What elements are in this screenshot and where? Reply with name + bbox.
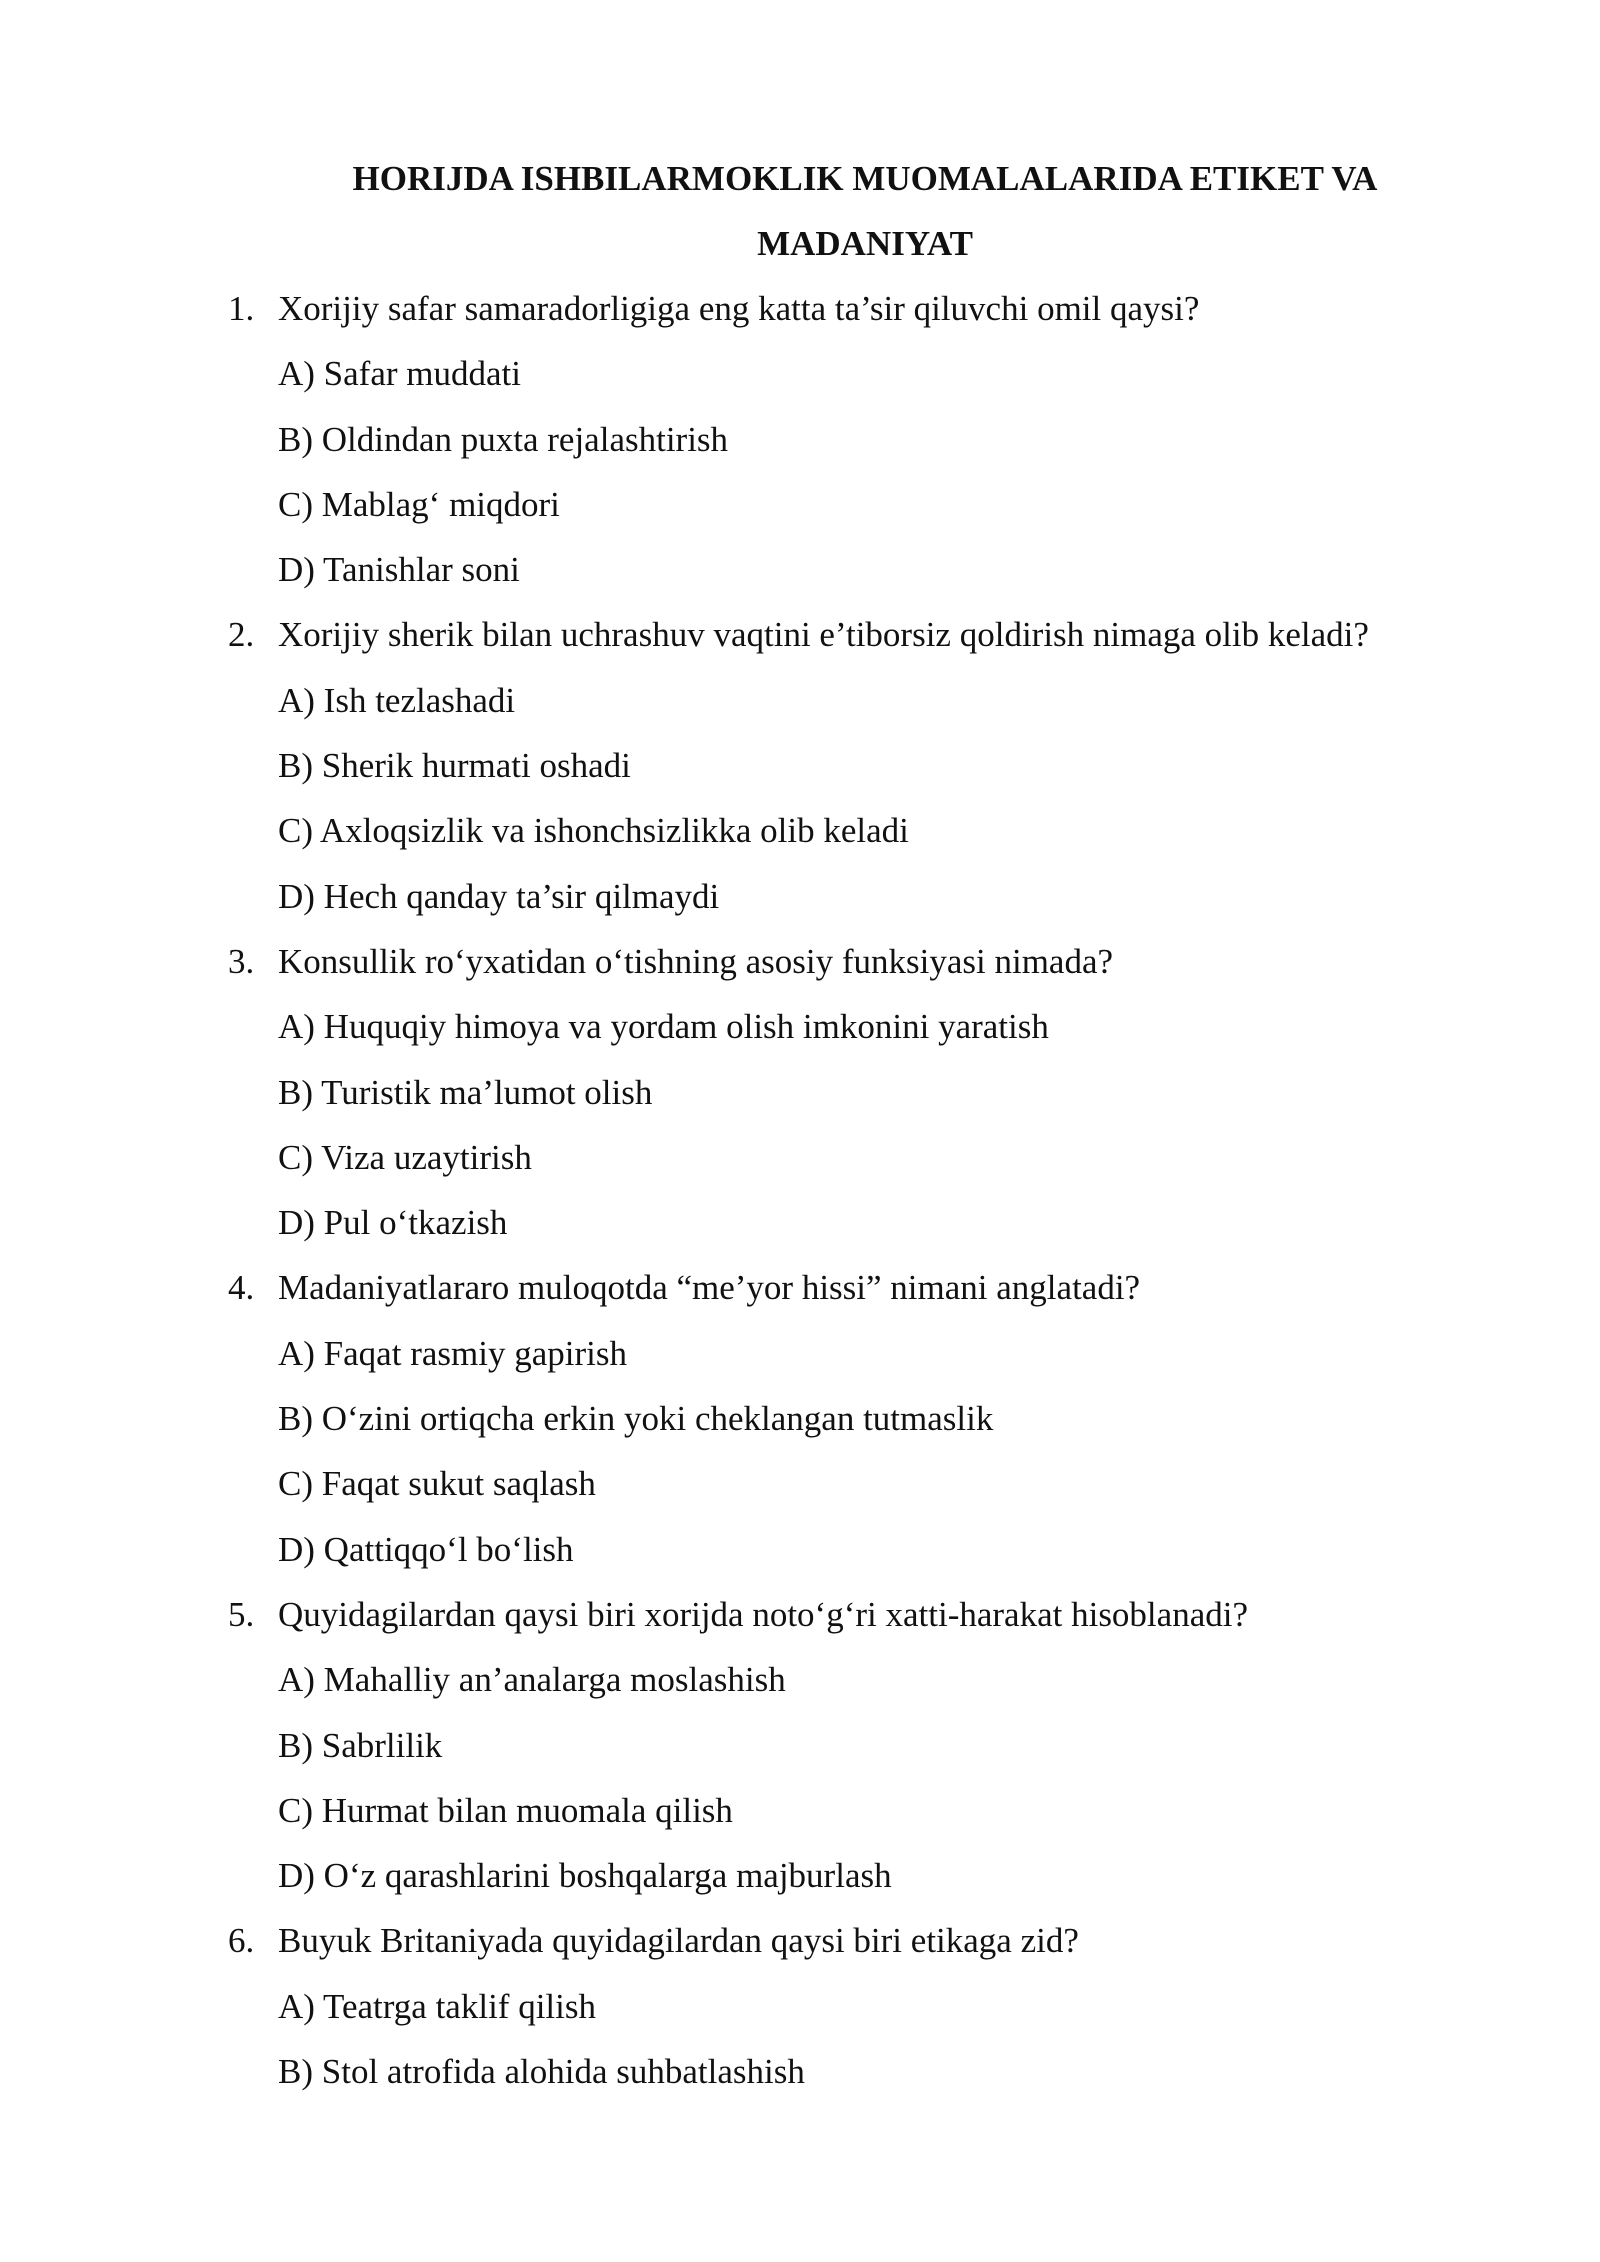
option-row [0,1451,1600,1516]
question-text: Madaniyatlararo muloqotda “me’yor hissi” nimani anglatadi? [278,1268,1141,1308]
question-number: 1. [228,289,255,328]
question-item [0,1908,1600,2104]
option-row [0,1060,1600,1125]
option-row [0,407,1600,472]
question-text: Xorijiy sherik bilan uchrashuv vaqtini e’tiborsiz qoldirish nimaga olib keladi? [278,615,1369,655]
question-row [0,1908,1600,1973]
answer-option: B) Stol atrofida alohida suhbatlashish [278,2052,805,2092]
title-line-1: HORIJDA ISHBILARMOKLIK MUOMALALARIDA ETIKET VA [352,159,1378,198]
option-row [0,1125,1600,1190]
answer-option: C) Mablag‘ miqdori [278,484,560,524]
question-item [0,1255,1600,1581]
question-item [0,929,1600,1255]
question-text: Quyidagilardan qaysi biri xorijda noto‘g‘ri xatti-harakat hisoblanadi? [278,1594,1248,1634]
answer-option: B) Sabrlilik [278,1725,443,1765]
option-row [0,1190,1600,1255]
question-item [0,276,1600,602]
question-list [0,276,1600,2104]
option-row [0,1843,1600,1908]
answer-option: D) Pul o‘tkazish [278,1203,508,1243]
option-row [0,2039,1600,2104]
answer-option: D) Hech qanday ta’sir qilmaydi [278,876,720,916]
option-row [0,1778,1600,1843]
answer-option: B) Sherik hurmati oshadi [278,746,631,786]
option-row [0,1517,1600,1582]
answer-option: B) Oldindan puxta rejalashtirish [278,419,729,459]
answer-option: A) Safar muddati [278,354,521,394]
option-row [0,798,1600,863]
title-line-2: MADANIYAT [757,224,973,263]
question-row [0,276,1600,341]
option-row [0,341,1600,406]
option-row [0,537,1600,602]
answer-option: A) Faqat rasmiy gapirish [278,1333,627,1373]
question-row [0,602,1600,667]
answer-option: C) Viza uzaytirish [278,1137,532,1177]
answer-option: B) Turistik ma’lumot olish [278,1072,653,1112]
question-number: 5. [228,1594,255,1634]
option-row [0,733,1600,798]
question-row [0,1582,1600,1647]
question-item [0,602,1600,928]
option-row [0,668,1600,733]
option-row [0,1713,1600,1778]
option-row [0,1647,1600,1712]
answer-option: C) Hurmat bilan muomala qilish [278,1790,733,1830]
answer-option: D) Qattiqqo‘l bo‘lish [278,1529,574,1569]
option-row [0,1974,1600,2039]
option-row [0,1386,1600,1451]
answer-option: D) O‘z qarashlarini boshqalarga majburlash [278,1856,892,1896]
answer-option: A) Ish tezlashadi [278,680,516,720]
answer-option: C) Axloqsizlik va ishonchsizlikka olib keladi [278,811,909,851]
answer-option: A) Mahalliy an’analarga moslashish [278,1660,786,1700]
answer-option: B) O‘zini ortiqcha erkin yoki cheklangan tutmaslik [278,1399,994,1439]
answer-option: A) Teatrga taklif qilish [278,1986,596,2026]
option-row [0,472,1600,537]
option-row [0,994,1600,1059]
question-text: Buyuk Britaniyada quyidagilardan qaysi biri etikaga zid? [278,1921,1079,1961]
question-number: 4. [228,1268,255,1308]
question-text: Konsullik ro‘yxatidan o‘tishning asosiy funksiyasi nimada? [278,941,1114,981]
question-row [0,929,1600,994]
answer-option: D) Tanishlar soni [278,550,520,590]
question-number: 3. [228,941,255,981]
question-text: Xorijiy safar samaradorligiga eng katta ta’sir qiluvchi omil qaysi? [278,289,1200,328]
answer-option: A) Huquqiy himoya va yordam olish imkonini yaratish [278,1007,1049,1047]
question-item [0,1582,1600,1908]
document-title [270,146,1460,276]
question-row [0,1255,1600,1320]
question-number: 2. [228,615,255,655]
answer-option: C) Faqat sukut saqlash [278,1464,596,1504]
option-row [0,1321,1600,1386]
question-number: 6. [228,1921,255,1961]
option-row [0,864,1600,929]
